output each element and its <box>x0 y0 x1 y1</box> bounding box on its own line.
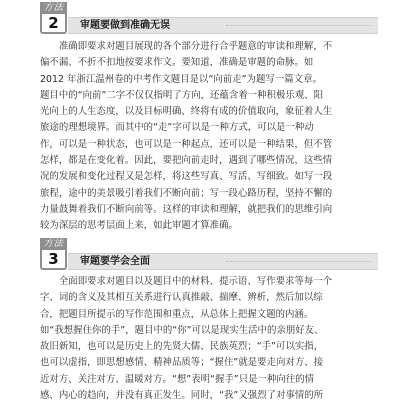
body-line: 况的发展和变化过程又是怎样，将这些写真、写活、写细致。如写一段 <box>40 171 333 183</box>
body-line: 也可以虚指，即思想感情、精神品质等；“握住”就是要走向对方、接 <box>40 357 324 369</box>
body-line: 如“我想握住你的手”，题目中的“你”可以是现实生活中的亲朋好友、 <box>40 324 324 336</box>
section-title: 审题要做到准确无误 <box>80 20 170 31</box>
body-line: 准确即要求对题目展现的各个部分进行合乎题意的审读和理解，不 <box>40 41 333 52</box>
heading-dotted-rule <box>226 25 372 26</box>
body-line: 近对方、关注对方、温暖对方。“想”表明“握手”只是一种向往的情 <box>40 373 315 385</box>
method-badge <box>40 2 67 34</box>
body-line: 感、内心的趋向，并没有真正发生。同时，“我”又强烈了对事情的所 <box>40 390 324 402</box>
method-badge-label: 方法 <box>43 2 64 13</box>
body-line: 合，把题目所提示的写作范围和重点，从总体上把握文题的内涵。 <box>40 308 314 320</box>
method-number: 3 <box>42 250 65 268</box>
body-line: 旅程，途中的美景吸引着我们不断向前；写一段心路历程，坚持不懈的 <box>40 187 333 199</box>
section-heading-bar <box>68 253 378 270</box>
body-line: 较为深层的思考层面上来，如此审题才算准确。 <box>40 220 238 232</box>
method-badge-label: 方法 <box>43 238 64 249</box>
body-line: 偏不漏、不折不扣地按要求作文。要知道，准确是审题的命脉。如 <box>40 57 314 69</box>
method-number: 2 <box>42 14 65 32</box>
body-line: 旅途的理想境界。而其中的“走”字可以是一种方式，可以是一种动 <box>40 122 314 134</box>
body-line: 怎样，都是在变化着。因此，要把向前走时，遇到了哪些情况，这些情 <box>40 155 333 167</box>
body-line: 全面即要求对题目以及题目中的材料、提示语、写作要求等每一个 <box>40 276 333 287</box>
body-line: 题目中的“向前”二字不仅仅指明了方向，还蕴含着一种积极乐观、阳 <box>40 89 324 101</box>
body-line: 故旧新知，也可以是历史上的先贤大儒、民族英烈；“手”可以实指， <box>40 341 324 353</box>
heading-dotted-rule <box>226 261 372 262</box>
section-body <box>40 274 360 404</box>
body-line: 作，可以是一种状态，也可以是一种起点，还可以是一种结果，但不管 <box>40 138 333 150</box>
section-title: 审题要学会全面 <box>80 256 150 267</box>
body-line: 字、词的含义及其相互关系进行认真推敲、揣摩、辨析，然后加以综 <box>40 292 323 304</box>
section-heading-bar <box>68 17 378 34</box>
section-body <box>40 39 360 235</box>
body-line: 力量鼓舞着我们不断向前等。这样的审读和理解，就把我们的思维引向 <box>40 203 333 215</box>
body-line: 2012 年浙江温州卷的中考作文题目是以“向前走”为题写一篇文章。 <box>40 73 322 85</box>
method-badge <box>40 238 67 270</box>
body-line: 光向上的人生态度，以及目标明确、终将有成的价值取向，象征着人生 <box>40 106 333 118</box>
